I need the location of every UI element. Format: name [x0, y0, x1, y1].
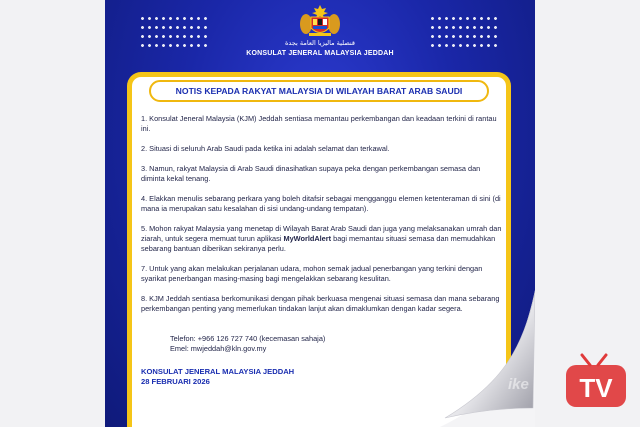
- notice-item: 8. KJM Jeddah sentiasa berkomunikasi dengan pihak berkuasa mengenai situasi semasa dan mana sebarang perkembangan penting yang memerlukan tindakan lanjut akan dimaklumkan dengan kadar segera.: [141, 294, 500, 314]
- item-text: 5. Mohon rakyat Malaysia yang menetap di Wilayah Barat Arab Saudi dan juga yang melaksanakan umrah dan ziarah, untuk segera memuat turun aplikasi: [141, 223, 502, 243]
- consulate-arabic-name: قنصلية ماليزيا العامة بجدة: [285, 39, 355, 47]
- consulate-header-name: KONSULAT JENERAL MALAYSIA JEDDAH: [246, 50, 394, 57]
- malaysia-coat-of-arms-icon: [297, 4, 343, 38]
- notice-item: 2. Situasi di seluruh Arab Saudi pada ketika ini adalah selamat dan terkawal.: [141, 144, 390, 153]
- watermark-text: ike: [508, 376, 529, 393]
- notice-item: [141, 224, 505, 255]
- notice-poster: [105, 0, 535, 427]
- item-text: bagi memantau situasi semasa dan memudahkan sebarang bantuan diberikan sekiranya perlu.: [141, 234, 496, 254]
- notice-item: 1. Konsulat Jeneral Malaysia (KJM) Jeddah sentiasa memantau perkembangan dan keadaan terkini di rantau ini.: [141, 114, 497, 134]
- notice-title: NOTIS KEPADA RAKYAT MALAYSIA DI WILAYAH BARAT ARAB SAUDI: [149, 80, 489, 102]
- signoff-date: 28 FEBRUARI 2026: [141, 377, 210, 386]
- notice-item: 3. Namun, rakyat Malaysia di Arab Saudi dinasihatkan supaya peka dengan perkembangan semasa dan diminta kekal tenang.: [141, 163, 481, 183]
- telephone-line: Telefon: +966 126 727 740 (kecemasan sahaja): [170, 334, 326, 343]
- tv-logo-icon: [560, 353, 632, 411]
- email-line: Emel: mwjeddah@kln.gov.my: [170, 344, 267, 354]
- notice-item: 7. Untuk yang akan melakukan perjalanan udara, mohon semak jadual penerbangan yang terkini dengan syarikat penerbangan masing-masing bagi mengelakkan sebarang kesulitan.: [141, 264, 483, 284]
- signoff: [141, 367, 294, 387]
- page-curl-graphic: [405, 290, 535, 427]
- tv-logo-text: TV: [579, 373, 613, 403]
- contact-info: [170, 334, 325, 354]
- signoff-name: KONSULAT JENERAL MALAYSIA JEDDAH: [141, 367, 295, 376]
- notice-item: 4. Elakkan menulis sebarang perkara yang boleh ditafsir sebagai mengganggu elemen ketenteraman di sini (di mana ia merupakan satu kesalahan di sisi undang-undang tempatan).: [141, 193, 501, 213]
- myworldalert-app-name: MyWorldAlert: [283, 234, 332, 243]
